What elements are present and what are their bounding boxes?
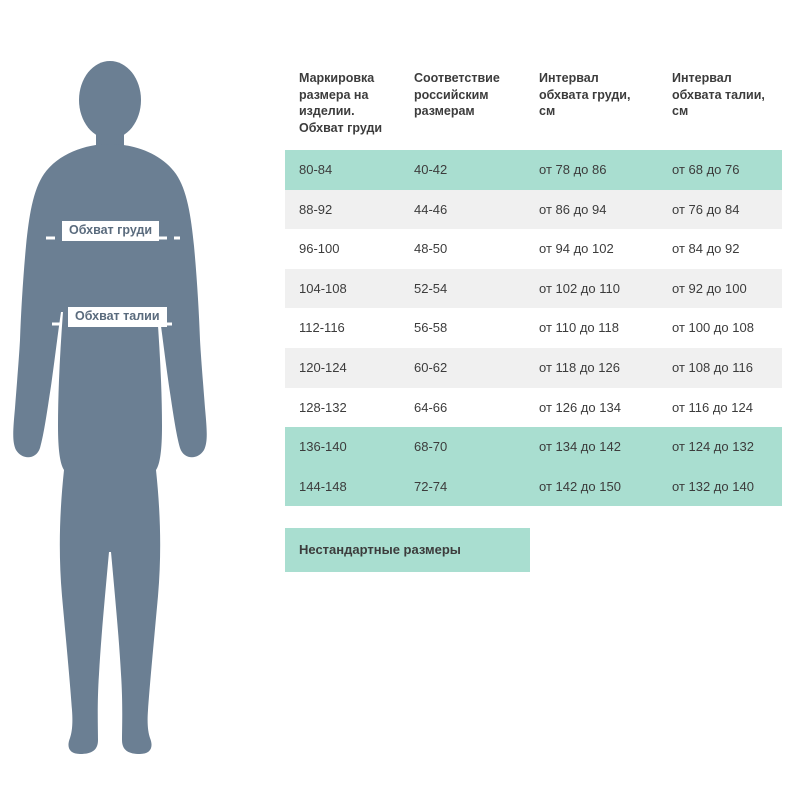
cell-russian-size: 48-50 (400, 229, 525, 269)
cell-marking: 80-84 (285, 150, 400, 190)
table-row (285, 308, 782, 348)
cell-chest-range: от 126 до 134 (525, 388, 658, 428)
male-silhouette-icon (0, 40, 280, 760)
table-row (285, 190, 782, 230)
cell-chest-range: от 110 до 118 (525, 308, 658, 348)
cell-marking: 88-92 (285, 190, 400, 230)
table-row (285, 467, 782, 507)
cell-waist-range: от 132 до 140 (658, 467, 782, 507)
cell-marking: 136-140 (285, 427, 400, 467)
cell-chest-range: от 134 до 142 (525, 427, 658, 467)
waist-label: Обхват талии (68, 307, 167, 327)
cell-waist-range: от 100 до 108 (658, 308, 782, 348)
cell-russian-size: 56-58 (400, 308, 525, 348)
chest-label: Обхват груди (62, 221, 159, 241)
cell-chest-range: от 86 до 94 (525, 190, 658, 230)
table-row (285, 269, 782, 309)
cell-waist-range: от 124 до 132 (658, 427, 782, 467)
cell-waist-range: от 84 до 92 (658, 229, 782, 269)
table-row (285, 150, 782, 190)
cell-waist-range: от 68 до 76 (658, 150, 782, 190)
column-header-russian-size: Соответствие российским размерам (400, 58, 525, 150)
cell-chest-range: от 94 до 102 (525, 229, 658, 269)
cell-marking: 112-116 (285, 308, 400, 348)
cell-russian-size: 64-66 (400, 388, 525, 428)
cell-russian-size: 68-70 (400, 427, 525, 467)
cell-chest-range: от 102 до 110 (525, 269, 658, 309)
cell-waist-range: от 116 до 124 (658, 388, 782, 428)
column-header-chest-range: Интервал обхвата груди, см (525, 58, 658, 150)
cell-waist-range: от 108 до 116 (658, 348, 782, 388)
table-row (285, 229, 782, 269)
size-table-wrap (285, 58, 790, 572)
cell-chest-range: от 78 до 86 (525, 150, 658, 190)
table-row (285, 427, 782, 467)
cell-russian-size: 72-74 (400, 467, 525, 507)
cell-waist-range: от 92 до 100 (658, 269, 782, 309)
body-figure (0, 40, 280, 760)
cell-russian-size: 40-42 (400, 150, 525, 190)
cell-russian-size: 44-46 (400, 190, 525, 230)
cell-russian-size: 60-62 (400, 348, 525, 388)
cell-marking: 96-100 (285, 229, 400, 269)
table-row (285, 388, 782, 428)
cell-chest-range: от 142 до 150 (525, 467, 658, 507)
cell-marking: 144-148 (285, 467, 400, 507)
column-header-marking: Маркировка размера на изделии. Обхват груди (285, 58, 400, 150)
size-table (285, 58, 782, 506)
table-row (285, 348, 782, 388)
table-header-row (285, 58, 782, 150)
cell-marking: 128-132 (285, 388, 400, 428)
cell-waist-range: от 76 до 84 (658, 190, 782, 230)
cell-marking: 104-108 (285, 269, 400, 309)
cell-russian-size: 52-54 (400, 269, 525, 309)
cell-chest-range: от 118 до 126 (525, 348, 658, 388)
nonstandard-sizes-note: Нестандартные размеры (285, 528, 530, 572)
cell-marking: 120-124 (285, 348, 400, 388)
column-header-waist-range: Интервал обхвата талии, см (658, 58, 782, 150)
